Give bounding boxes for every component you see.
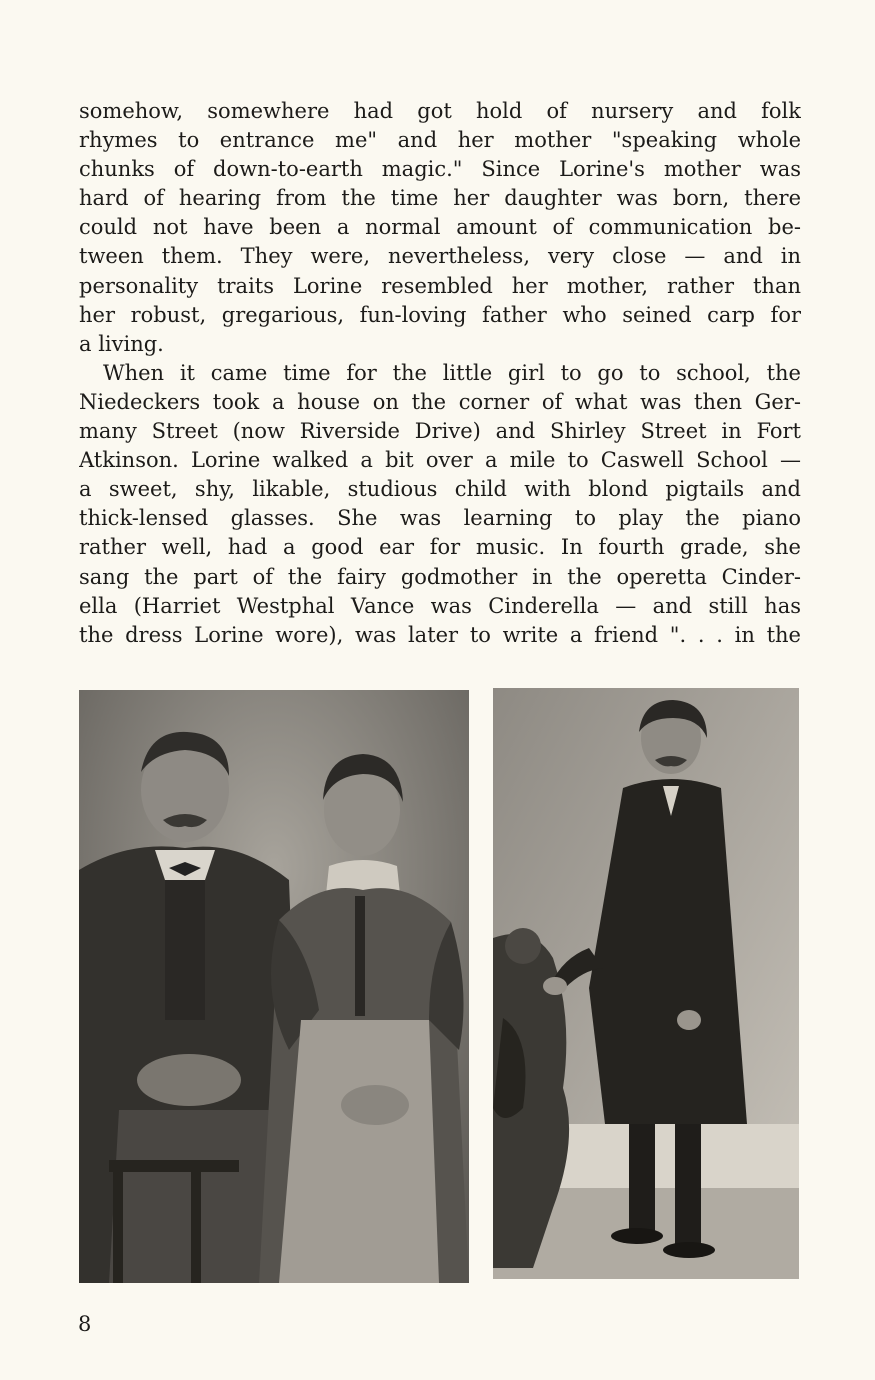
text-line: hard of hearing from the time her daughter was born, there [79,186,801,211]
text-line: Atkinson. Lorine walked a bit over a mile to Caswell School — [79,448,801,473]
text-line: her robust, gregarious, fun-loving father who seined carp for [79,302,801,327]
page-number: 8 [78,1312,92,1336]
text-line: ella (Harriet Westphal Vance was Cinderella — and still has [79,593,801,618]
text-line: rhymes to entrance me" and her mother "speaking whole [79,128,801,153]
text-line: the dress Lorine wore), was later to write a friend ". . . in the [79,622,801,647]
couple-photograph [79,690,469,1283]
text-line: tween them. They were, nevertheless, very close — and in [79,244,801,269]
text-line: chunks of down-to-earth magic." Since Lorine's mother was [79,157,801,182]
text-line: could not have been a normal amount of communication be- [79,215,801,240]
text-line: Niedeckers took a house on the corner of what was then Ger- [79,389,801,414]
text-line: sang the part of the fairy godmother in the operetta Cinder- [79,564,801,589]
text-line: somehow, somewhere had got hold of nursery and folk [79,99,801,123]
text-line: When it came time for the little girl to go to school, the [103,360,801,385]
text-line: personality traits Lorine resembled her mother, rather than [79,273,801,298]
text-line: many Street (now Riverside Drive) and Shirley Street in Fort [79,419,801,444]
standing-man-photograph [493,688,799,1279]
body-text [79,97,801,650]
text-line: a living. [79,331,164,356]
text-line: a sweet, shy, likable, studious child with blond pigtails and [79,477,801,502]
text-line: rather well, had a good ear for music. In fourth grade, she [79,535,801,560]
text-line: thick-lensed glasses. She was learning to play the piano [79,506,801,531]
